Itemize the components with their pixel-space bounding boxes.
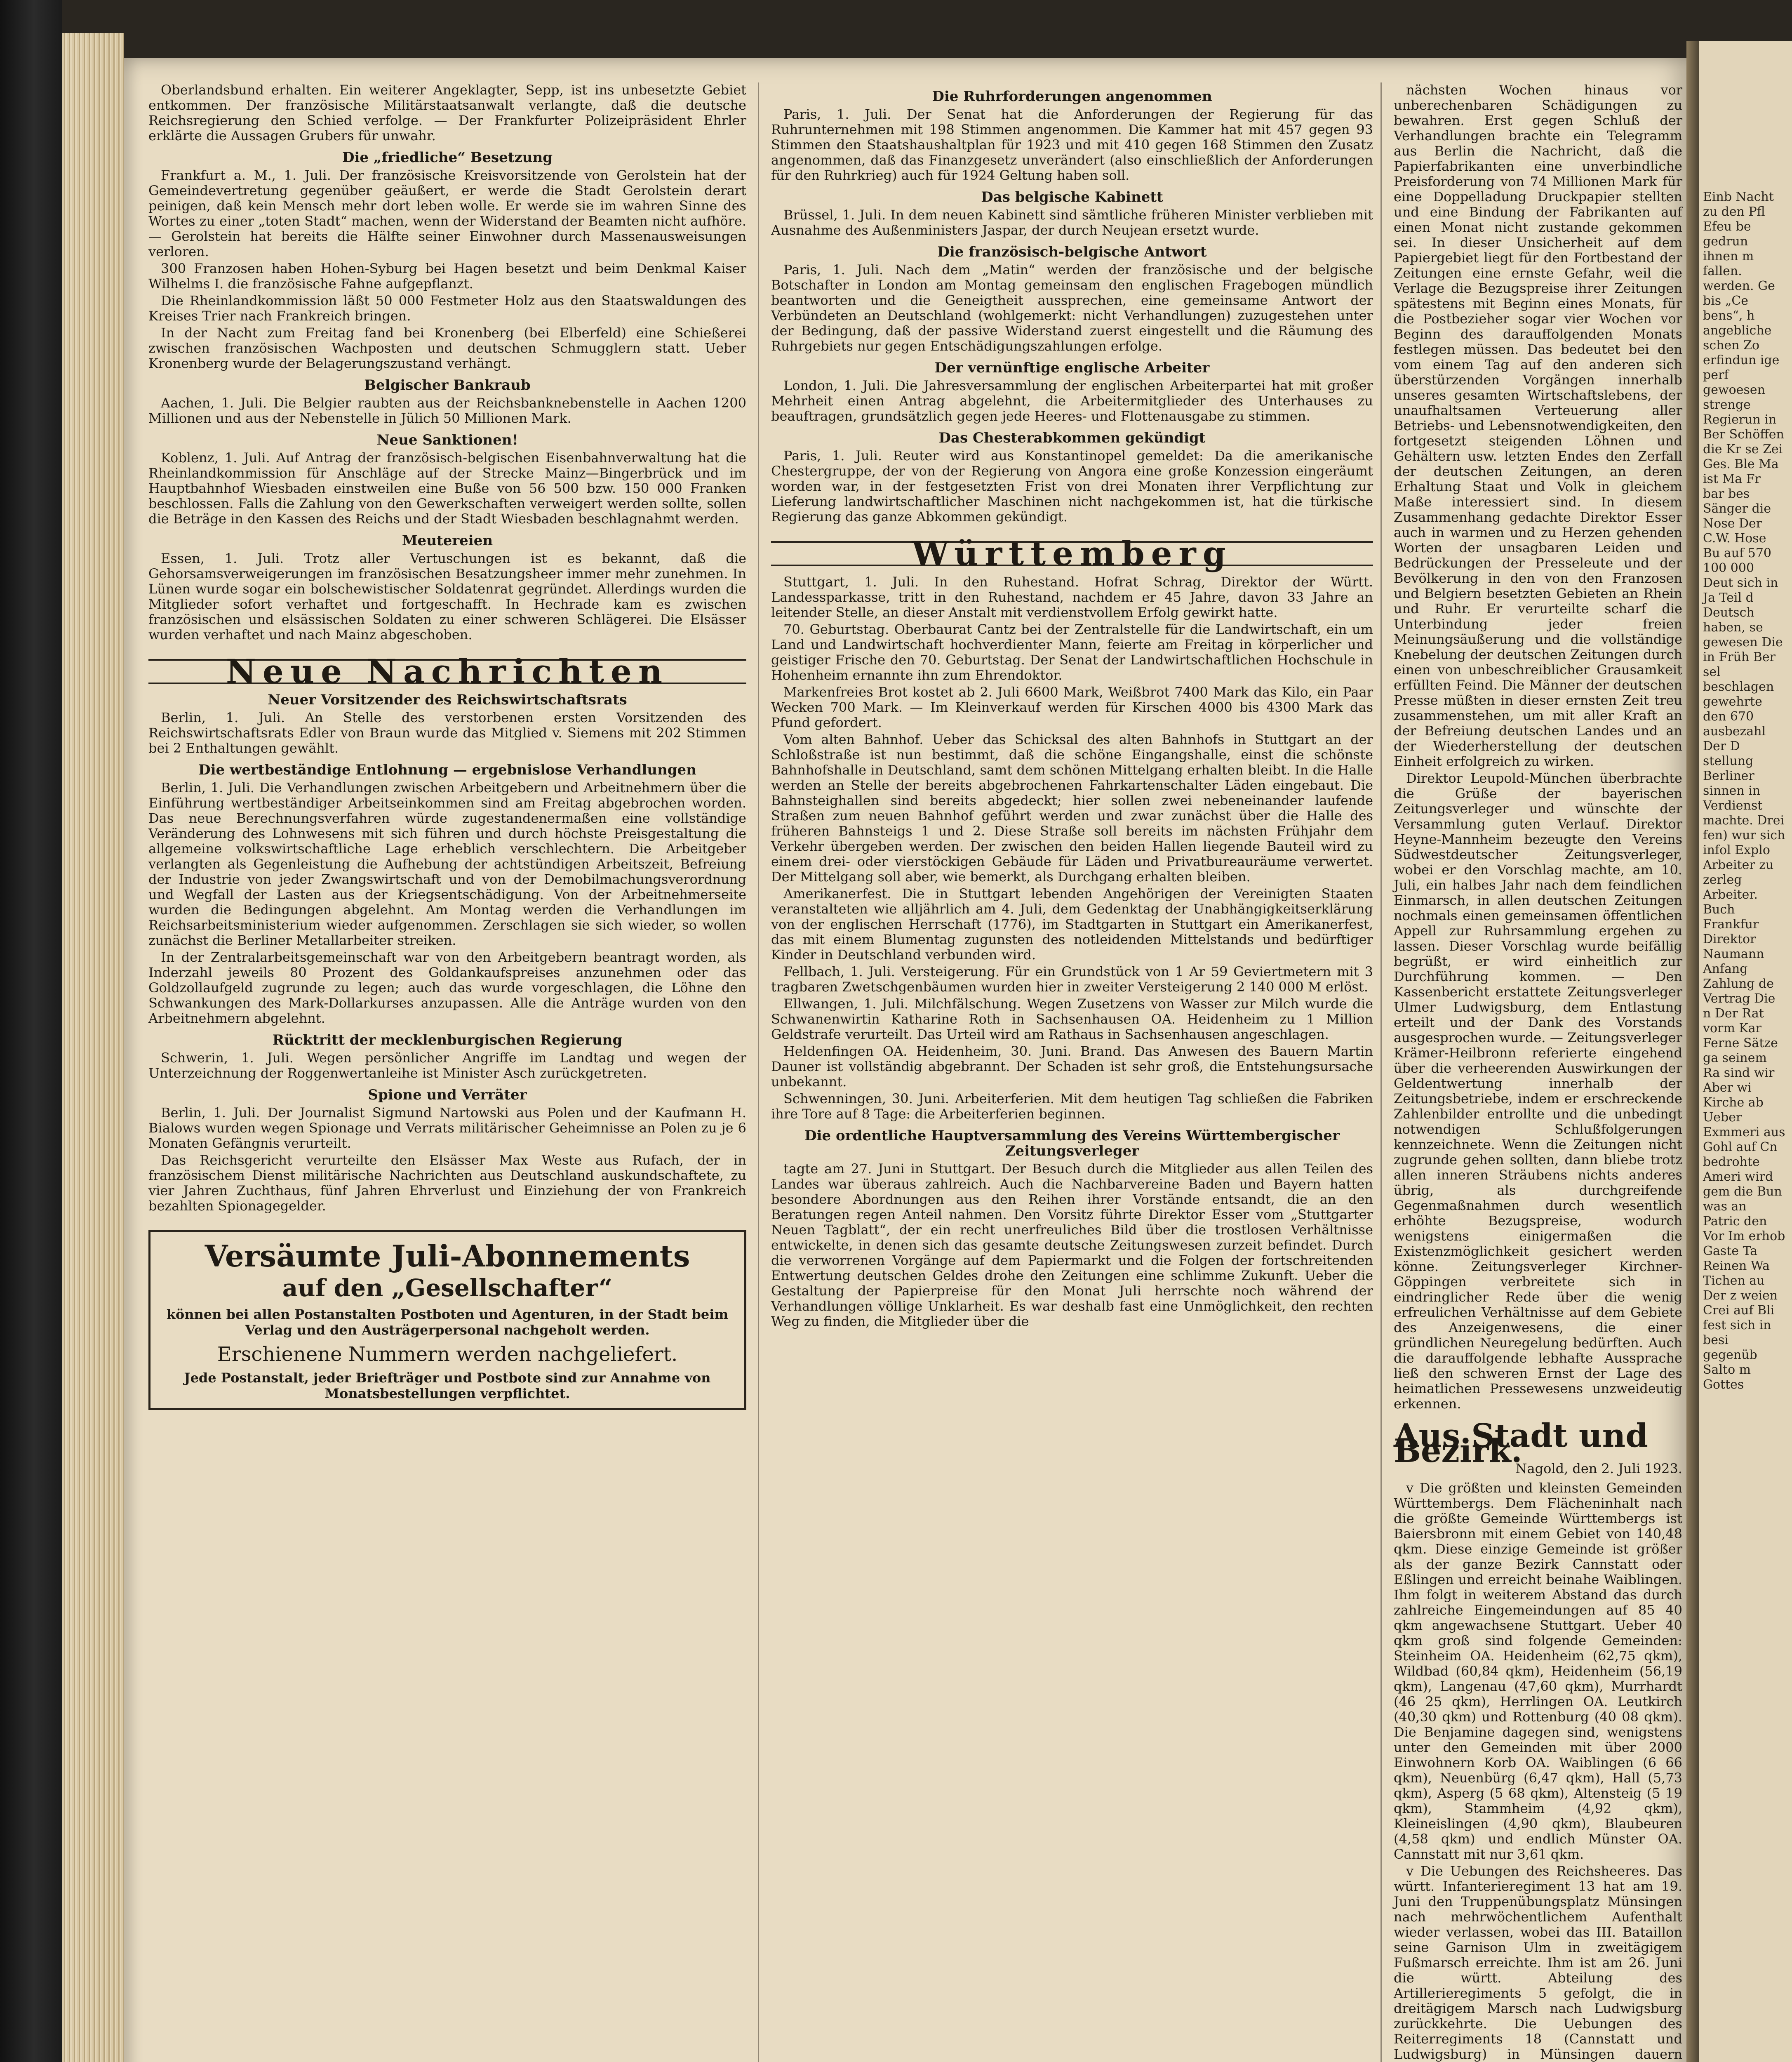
article-paragraph: Markenfreies Brot kostet ab 2. Juli 6600 Mark, Weißbrot 7400 Mark das Kilo, ein Paar Wecken 700 Mark. — Im Kleinverkauf werden für Kirschen 4000 bis 4300 Mark das Pfund gefordert.: [771, 684, 1373, 730]
article-paragraph: Stuttgart, 1. Juli. In den Ruhestand. Hofrat Schrag, Direktor der Württ. Landessparkasse, tritt in den Ruhestand, nachdem er 45 Jahre, davon 33 Jahre an leitender Stelle, an dieser Anstalt mit verdienstvollem Erfolg gewirkt hatte.: [771, 574, 1373, 620]
article-paragraph: Oberlandsbund erhalten. Ein weiterer Angeklagter, Sepp, ist ins unbesetzte Gebiet entkommen. Der französische Militärstaatsanwalt verlangte, daß die deutsche Reichsregierung den Schied verfolge. — Der Frankfurter Polizeipräsident Ehrler erklärte die Aussagen Grubers für unwahr.: [148, 82, 746, 144]
ad-title: Versäumte Juli-Abonnements: [205, 1238, 690, 1273]
article-paragraph: Paris, 1. Juli. Der Senat hat die Anforderungen der Regierung für das Ruhrunternehmen mit 198 Stimmen angenommen. Die Kammer hat mit 457 gegen 93 Stimmen den Staatshaushaltplan für 1923 und mit 410 gegen 168 Stimmen den Zusatz angenommen, daß das Finanzgesetz unverändert (also einschließlich der Anforderungen für den Ruhrkrieg) auch für 1924 Geltung haben soll.: [771, 106, 1373, 183]
article-paragraph: v Die Uebungen des Reichsheeres. Das württ. Infanterieregiment 13 hat am 19. Juni den Truppenübungsplatz Münsingen nach mehrwöchentlichem Aufenthalt wieder verlassen, wobei das III. Bataillon seine Garnison Ulm in zweitägigem Fußmarsch erreichte. Ihm ist am 26. Juni die württ. Abteilung des Artillerieregiments 5 gefolgt, die in dreitägigem Marsch nach Ludwigsburg zurückkehrte. Die Uebungen des Reiterregiments 18 (Cannstatt und Ludwigsburg) in Münsingen dauern: [1394, 1863, 1682, 2062]
column-rule: [758, 82, 759, 2062]
section-title: Württemberg: [771, 541, 1373, 566]
article-heading: Das belgische Kabinett: [981, 189, 1163, 205]
article-paragraph: Amerikanerfest. Die in Stuttgart lebenden Angehörigen der Vereinigten Staaten veranstalteten wie alljährlich am 4. Juli, dem Gedenktag der Unabhängigkeitserklärung von der englischen Herrschaft (1776), im Stadtgarten in Stuttgart ein Amerikanerfest, das mit einem Blumentag zugunsten des notleidenden Mittelstands und bedürftiger Kinder in Deutschland verbunden wird.: [771, 886, 1373, 963]
article-paragraph: Ellwangen, 1. Juli. Milchfälschung. Wegen Zusetzens von Wasser zur Milch wurde die Schwanenwirtin Katharine Roth in Sachsenhausen OA. Heidenheim zu 1 Million Geldstrafe verurteilt. Das Urteil wird am Rathaus in Sachsenhausen angeschlagen.: [771, 996, 1373, 1042]
article-paragraph: Das Reichsgericht verurteilte den Elsässer Max Weste aus Rufach, der in französischem Dienst militärische Nachrichten aus Deutschland auskundschaftete, zu vier Jahren Zuchthaus, fünf Jahren Ehrverlust und Einziehung der von Frankreich bezahlten Spionagegelder.: [148, 1152, 746, 1214]
article-paragraph: 300 Franzosen haben Hohen-Syburg bei Hagen besetzt und beim Denkmal Kaiser Wilhelms I. die französische Fahne aufgepflanzt.: [148, 261, 746, 292]
page-edges: [62, 33, 124, 2062]
article-heading: Die wertbeständige Entlohnung — ergebnislose Verhandlungen: [198, 762, 696, 778]
article-heading: Die „friedliche“ Besetzung: [342, 149, 553, 166]
article-paragraph: Heldenfingen OA. Heidenheim, 30. Juni. Brand. Das Anwesen des Bauern Martin Dauner ist vollständig abgebrannt. Der Schaden ist sehr groß, die Entstehungsursache unbekannt.: [771, 1043, 1373, 1090]
section-title: Aus Stadt und Bezirk.: [1394, 1417, 1648, 1470]
article-heading: Rücktritt der mecklenburgischen Regierung: [272, 1032, 623, 1048]
ad-text: Jede Postanstalt, jeder Briefträger und Postbote sind zur Annahme von Monatsbestellungen verpflichtet.: [184, 1370, 711, 1401]
article-paragraph: In der Nacht zum Freitag fand bei Kronenberg (bei Elberfeld) eine Schießerei zwischen französischen Wachposten und deutschen Schmugglern statt. Ueber Kronenberg wurde der Belagerungszustand verhängt.: [148, 325, 746, 371]
article-paragraph: Paris, 1. Juli. Nach dem „Matin“ werden der französische und der belgische Botschafter in London am Montag gemeinsam den englischen Fragebogen mündlich beantworten und die Geneigtheit aussprechen, eine gemeinsame Antwort der Verbündeten an Deutschland (wohlgemerkt: nicht Verhandlungen) zuzugestehen unter der Bedingung, daß der passive Widerstand zuerst eingestellt und die Räumung des Ruhrgebiets nur gegen Entschädigungszahlungen erfolge.: [771, 262, 1373, 354]
article-heading: Belgischer Bankraub: [364, 377, 531, 393]
article-paragraph: Frankfurt a. M., 1. Juli. Der französische Kreisvorsitzende von Gerolstein hat der Gemeindevertretung gegenüber geäußert, er werde die Stadt Gerolstein derart peinigen, daß kein Mensch mehr dort leben wolle. Er werde sie im wahren Sinne des Wortes zu einer „toten Stadt“ machen, wenn der Widerstand der Beamten nicht aufhöre. — Gerolstein hat bereits die Hälfte seiner Einwohner durch Massenausweisungen verloren.: [148, 167, 746, 259]
article-paragraph: Essen, 1. Juli. Trotz aller Vertuschungen ist es bekannt, daß die Gehorsamsverweigerungen im französischen Besatzungsheer immer mehr zunehmen. In Lünen wurde sogar ein bolschewistischer Soldatenrat gegründet. Allerdings wurden die Mitglieder sofort verhaftet und fortgeschafft. In Hechrade kam es zwischen französischen und elsässischen Soldaten zu einer schweren Schlägerei. Die Elsässer wurden verhaftet und nach Mainz abgeschoben.: [148, 551, 746, 643]
article-paragraph: Schwenningen, 30. Juni. Arbeiterferien. Mit dem heutigen Tag schließen die Fabriken ihre Tore auf 8 Tage: die Arbeiterferien beginnen.: [771, 1091, 1373, 1122]
article-paragraph: Koblenz, 1. Juli. Auf Antrag der französisch-belgischen Eisenbahnverwaltung hat die Rheinlandkommission für Anschläge auf der Strecke Mainz—Bingerbrück und im Hauptbahnhof Wiesbaden einstweilen eine Buße von 56 500 bzw. 150 000 Franken beschlossen. Falls die Zahlung von den Gewerkschaften verweigert werden sollte, sollen die Beträge in den Kassen des Reichs und der Stadt Wiesbaden beschlagnahmt werden.: [148, 450, 746, 527]
article-paragraph: 70. Geburtstag. Oberbaurat Cantz bei der Zentralstelle für die Landwirtschaft, ein um Land und Landwirtschaft hochverdienter Mann, feierte am Freitag in körperlicher und geistiger Frische den 70. Geburtstag. Der Senat der Landwirtschaftlichen Hochschule in Hohenheim ernannte ihn zum Ehrendoktor.: [771, 621, 1373, 683]
article-heading: Der vernünftige englische Arbeiter: [934, 360, 1210, 376]
article-paragraph: Vom alten Bahnhof. Ueber das Schicksal des alten Bahnhofs in Stuttgart an der Schloßstraße ist nun bestimmt, daß die schöne Eingangshalle, einst die schönste Bahnhofshalle in Deutschland, samt dem schönen Mittelgang erhalten bleibt. In die Halle werden an Stelle der bereits abgebrochenen Fahrkartenschalter Läden eingebaut. Die Bahnsteighallen sind bereits abgedeckt; hier sollen zwei nebeneinander laufende Straßen zum neuen Bahnhof geführt werden und zwar zunächst über die Halle des früheren Bahnsteigs 1 und 2. Diese Straße soll bereits im nächsten Frühjahr dem Verkehr übergeben werden. Der zwischen den beiden Hallen liegende Bauteil wird zu einem drei- oder vierstöckigen Gebäude für Läden und Privatbureauräume verwertet. Der Mittelgang soll aber, wie bemerkt, als Durchgang erhalten bleiben.: [771, 732, 1373, 885]
article-heading: Meutereien: [402, 532, 493, 549]
article-paragraph: Brüssel, 1. Juli. In dem neuen Kabinett sind sämtliche früheren Minister verblieben mit Ausnahme des Außenministers Jaspar, der durch Neujean ersetzt wurde.: [771, 207, 1373, 238]
article-heading: Die Ruhrforderungen angenommen: [932, 88, 1212, 105]
article-heading: Die französisch-belgische Antwort: [937, 244, 1207, 260]
article-heading: Neue Sanktionen!: [376, 432, 518, 448]
article-paragraph: Direktor Leupold-München überbrachte die Grüße der bayerischen Zeitungsverleger und wünschte der Versammlung guten Verlauf. Direktor Heyne-Mannheim bezeugte den Vereins Südwestdeutscher Zeitungsverleger, wobei er den Vorschlag machte, am 10. Juli, ein halbes Jahr nach dem feindlichen Einmarsch, in allen deutschen Zeitungen nochmals einen gemeinsamen öffentlichen Appell zur Ruhrsammlung ergehen zu lassen. Dieser Vorschlag wurde beifällig begrüßt, er wird einheitlich zur Durchführung kommen. — Den Kassenbericht erstattete Zeitungsverleger Ulmer Ludwigsburg, dem Entlastung erteilt und der Dank des Vorstands ausgesprochen wurde. — Zeitungsverleger Krämer-Heilbronn referierte eingehend über die verheerenden Auswirkungen der Geldentwertung innerhalb der Zeitungsbetriebe, indem er erschreckende Zahlenbilder entrollte und die unbedingt notwendigen Schlußfolgerungen kennzeichnete. Wenn die Zeitungen nicht zugrunde gehen sollten, dann bliebe trotz allen inneren Sträubens nichts anderes übrig, als durchgreifende Gegenmaßnahmen durch wesentlich erhöhte Bezugspreise, wodurch wenigstens einigermaßen die Existenzmöglichkeit gesichert werden könne. Zeitungsverleger Kirchner-Göppingen verbreitete sich in eindringlicher Rede über die wenig erfreulichen Verhältnisse auf dem Gebiete des Anzeigenwesens, die einer gründlichen Neuregelung bedürften. Auch die darauffolgende lebhafte Aussprache ließ den schweren Ernst der Lage des heimatlichen Pressewesens unzweideutig erkennen.: [1394, 770, 1682, 1412]
dateline: Nagold, den 2. Juli 1923.: [1515, 1461, 1682, 1476]
ad-text: Erschienene Nummern werden nachgeliefert.: [217, 1343, 678, 1366]
article-heading: Die ordentliche Hauptversammlung des Vereins Württembergischer Zeitungsverleger: [804, 1128, 1340, 1159]
article-heading: Das Chesterabkommen gekündigt: [938, 430, 1206, 446]
article-paragraph: Berlin, 1. Juli. An Stelle des verstorbenen ersten Vorsitzenden des Reichswirtschaftsrats Edler von Braun wurde das Mitglied v. Siemens mit 202 Stimmen bei 2 Enthaltungen gewählt.: [148, 710, 746, 756]
column-middle: [771, 82, 1373, 1331]
article-paragraph: Fellbach, 1. Juli. Versteigerung. Für ein Grundstück von 1 Ar 59 Geviertmetern mit 3 tragbaren Zwetschgenbäumen wurden hier in zweiter Versteigerung 2 140 000 M erlöst.: [771, 964, 1373, 995]
section-title: Neue Nachrichten: [148, 659, 746, 684]
ad-text: können bei allen Postanstalten Postboten und Agenturen, in der Stadt beim Verlag und den Austrägerpersonal nachgeholt werden.: [166, 1306, 729, 1338]
article-paragraph: Aachen, 1. Juli. Die Belgier raubten aus der Reichsbanknebenstelle in Aachen 1200 Millionen und aus der Nebenstelle in Jülich 50 Millionen Mark.: [148, 395, 746, 426]
article-paragraph: Berlin, 1. Juli. Der Journalist Sigmund Nartowski aus Polen und der Kaufmann H. Bialows wurden wegen Spionage und Verrats militärischer Geheimnisse an Polen zu je 6 Monaten Gefängnis verurteilt.: [148, 1105, 746, 1151]
article-paragraph: tagte am 27. Juni in Stuttgart. Der Besuch durch die Mitglieder aus allen Teilen des Landes war überaus zahlreich. Auch die Nachbarvereine Baden und Bayern hatten besondere Abordnungen aus den Reihen ihrer Vorstände entsandt, die an den Beratungen regen Anteil nahmen. Den Vorsitz führte Direktor Esser vom „Stuttgarter Neuen Tagblatt“, der ein recht unerfreuliches Bild über die trostlosen Verhältnisse entwickelte, in denen sich das gesamte deutsche Zeitungswesen zurzeit befindet. Durch die verworrenen Vorgänge auf dem Papiermarkt und die Folgen der fortschreitenden Entwertung deutschen Geldes drohe den Zeitungen eine schlimme Zukunft. Ueber die Gestaltung der Papierpreise für den Monat Juli herrschte noch während der Verhandlungen völlige Unklarheit. Es war deshalb fast eine Unmöglichkeit, den rechten Weg zu finden, die Mitglieder über die: [771, 1161, 1373, 1329]
article-paragraph: Berlin, 1. Juli. Die Verhandlungen zwischen Arbeitgebern und Arbeitnehmern über die Einführung wertbeständiger Arbeitseinkommen sind am Freitag abgebrochen worden. Das neue Berechnungsverfahren würde zugestandenermaßen eine vollständige Veränderung des Lohnwesens mit sich führen und durch höchste Preisgestaltung die allgemeine volkswirtschaftliche Lage erheblich verschlechtern. Die Arbeitgeber verlangten als Gegenleistung die Aufhebung der achtstündigen Arbeitszeit, Befreiung der Industrie von jeder Zwangswirtschaft und von der Demobilmachungsverordnung und Wegfall der Lasten aus der Kriegsentschädigung. Von der Arbeitnehmerseite wurden die Bedingungen abgelehnt. Am Montag werden die Verhandlungen im Reichsarbeitsministerium wieder aufgenommen. Zerschlagen sie sich wieder, so wollen zunächst die Berliner Metallarbeiter streiken.: [148, 780, 746, 948]
column-left: [148, 82, 746, 1410]
column-rule: [1380, 82, 1382, 2062]
adjacent-page: [1699, 41, 1792, 2062]
article-paragraph: v Die größten und kleinsten Gemeinden Württembergs. Dem Flächeninhalt nach die größte Gemeinde Württembergs ist Baiersbronn mit einem Gebiet von 140,48 qkm. Diese einzige Gemeinde ist größer als der ganze Bezirk Cannstatt oder Eßlingen und erreicht beinahe Waiblingen. Ihm folgt in weiterem Abstand das durch zahlreiche Eingemeindungen auf 85 40 qkm angewachsene Stuttgart. Ueber 40 qkm groß sind folgende Gemeinden: Steinheim OA. Heidenheim (62,75 qkm), Wildbad (60,84 qkm), Heidenheim (56,19 qkm), Langenau (47,60 qkm), Murrhardt (46 25 qkm), Herrlingen OA. Leutkirch (40,30 qkm) und Rottenburg (40 08 qkm). Die Benjamine dagegen sind, wenigstens unter den Gemeinden mit über 2000 Einwohnern Korb OA. Waiblingen (6 66 qkm), Neuenbürg (6,47 qkm), Hall (5,73 qkm), Asperg (5 68 qkm), Altensteig (5 19 qkm), Stammheim (4,92 qkm), Kleineislingen (4,90 qkm), Blaubeuren (4,58 qkm) und endlich Münster OA. Cannstatt mit nur 3,61 qkm.: [1394, 1480, 1682, 1862]
article-paragraph: London, 1. Juli. Die Jahresversammlung der englischen Arbeiterpartei hat mit großer Mehrheit einen Antrag abgelehnt, die Arbeitermitglieder des Unterhauses zu beauftragen, grundsätzlich gegen jede Heeres- und Flottenausgabe zu stimmen.: [771, 378, 1373, 424]
article-paragraph: Schwerin, 1. Juli. Wegen persönlicher Angriffe im Landtag und wegen der Unterzeichnung der Roggenwertanleihe ist Minister Asch zurückgetreten.: [148, 1050, 746, 1081]
article-paragraph: Die Rheinlandkommission läßt 50 000 Festmeter Holz aus den Staatswaldungen des Kreises Trier nach Frankreich bringen.: [148, 293, 746, 324]
ad-subtitle: auf den „Gesellschafter“: [282, 1274, 613, 1302]
book-spine: [0, 0, 62, 2062]
article-paragraph: nächsten Wochen hinaus vor unberechenbaren Schädigungen zu bewahren. Erst gegen Schluß der Verhandlungen brachte ein Telegramm aus Berlin die Nachricht, daß die Papierfabrikanten eine unverbindliche Preisforderung von 74 Millionen Mark für eine Doppelladung Druckpapier stellten und eine Bindung der Fabrikanten auf einen Monat nicht zustande gekommen sei. In dieser Unsicherheit auf dem Papiergebiet liegt für den Fortbestand der Zeitungen eine ernste Gefahr, weil die Verlage die Bezugspreise ihrer Zeitungen spätestens mit Beginn eines Monats, für die Postbezieher sogar vier Wochen vor Beginn des darauffolgenden Monats festlegen müssen. Das bedeutet bei den vom einem Tag auf den anderen sich überstürzenden Vorgängen innerhalb unseres gesamten Wirtschaftslebens, der unaufhaltsamen Verteuerung aller Betriebs- und Lebensnotwendigkeiten, den fortgesetzt steigenden Löhnen und Gehältern usw. letzten Endes den Zerfall der deutschen Zeitungen, an deren Erhaltung Staat und Volk in gleichem Maße interessiert sind. In diesem Zusammenhang gedachte Direktor Esser auch in warmen und zu Herzen gehenden Worten der unsagbaren Leiden und Bedrückungen der Presseleute und der Bevölkerung in den von den Franzosen und Belgiern besetzten Gebieten an Rhein und Ruhr. Er verurteilte scharf die Unterbindung jeder freien Meinungsäußerung und die vollständige Knebelung der deutschen Zeitungen durch einen von unbeschreiblicher Grausamkeit erfüllten Feind. Die Männer der deutschen Presse müßten in dieser ernsten Zeit treu zusammenstehen, um mit aller Kraft an der Befreiung deutschen Landes und an der Wiederherstellung der deutschen Einheit erfolgreich zu wirken.: [1394, 82, 1682, 769]
column-right: [1394, 82, 1682, 2062]
article-paragraph: In der Zentralarbeitsgemeinschaft war von den Arbeitgebern beantragt worden, als Inderzahl jeweils 80 Prozent des Goldankaufspreises anzunehmen oder das Goldzollaufgeld zugrunde zu legen; auch das wurde vorgeschlagen, die Löhne den Schwankungen des Mark-Dollarkurses anzupassen. Alle die Anträge wurden von den Arbeitnehmern abgelehnt.: [148, 949, 746, 1026]
subscription-advertisement: [148, 1230, 746, 1410]
article-heading: Neuer Vorsitzender des Reichswirtschaftsrats: [268, 692, 627, 708]
article-heading: Spione und Verräter: [368, 1087, 527, 1103]
article-paragraph: Paris, 1. Juli. Reuter wird aus Konstantinopel gemeldet: Da die amerikanische Chestergruppe, der von der Regierung von Angora eine große Konzession eingeräumt worden war, in der festgesetzten Frist von drei Monaten ihrer Verpflichtung zur Lieferung landwirtschaftlicher Maschinen nicht nachgekommen ist, hat die türkische Regierung das ganze Abkommen gekündigt.: [771, 448, 1373, 525]
adjacent-page-text: Einb Nacht zu den Pfl Efeu be gedrun ihnen m fallen. werden. Ge bis „Ce bens“, h angebliche schen Zo erfindun ige perf gewoesen strenge Regierun in Ber Schöffen die Kr se Zei Ges. Ble Ma ist Ma Fr bar bes Sänger die Nose Der C.W. Hose Bu auf 570 100 000 Deut sich in Ja Teil d Deutsch haben, se gewesen Die in Früh Ber sel beschlagen gewehrte den 670 ausbezahl Der D stellung Berliner sinnen in Verdienst machte. Drei fen) wur sich infol Explo Arbeiter zu zerleg Arbeiter. Buch Frankfur Direktor Naumann Anfang Zahlung de Vertrag Die n Der Rat vorm Kar Ferne Sätze ga seinem Ra sind wir Aber wi Kirche ab Ueber Exmmeri aus Gohl auf Cn bedrohte Ameri wird gem die Bun was an Patric den Vor Im erhob Gaste Ta Reinen Wa Tichen au Der z weien Crei auf Bli fest sich in besi gegenüb Salto m Gottes: [1703, 190, 1785, 1392]
